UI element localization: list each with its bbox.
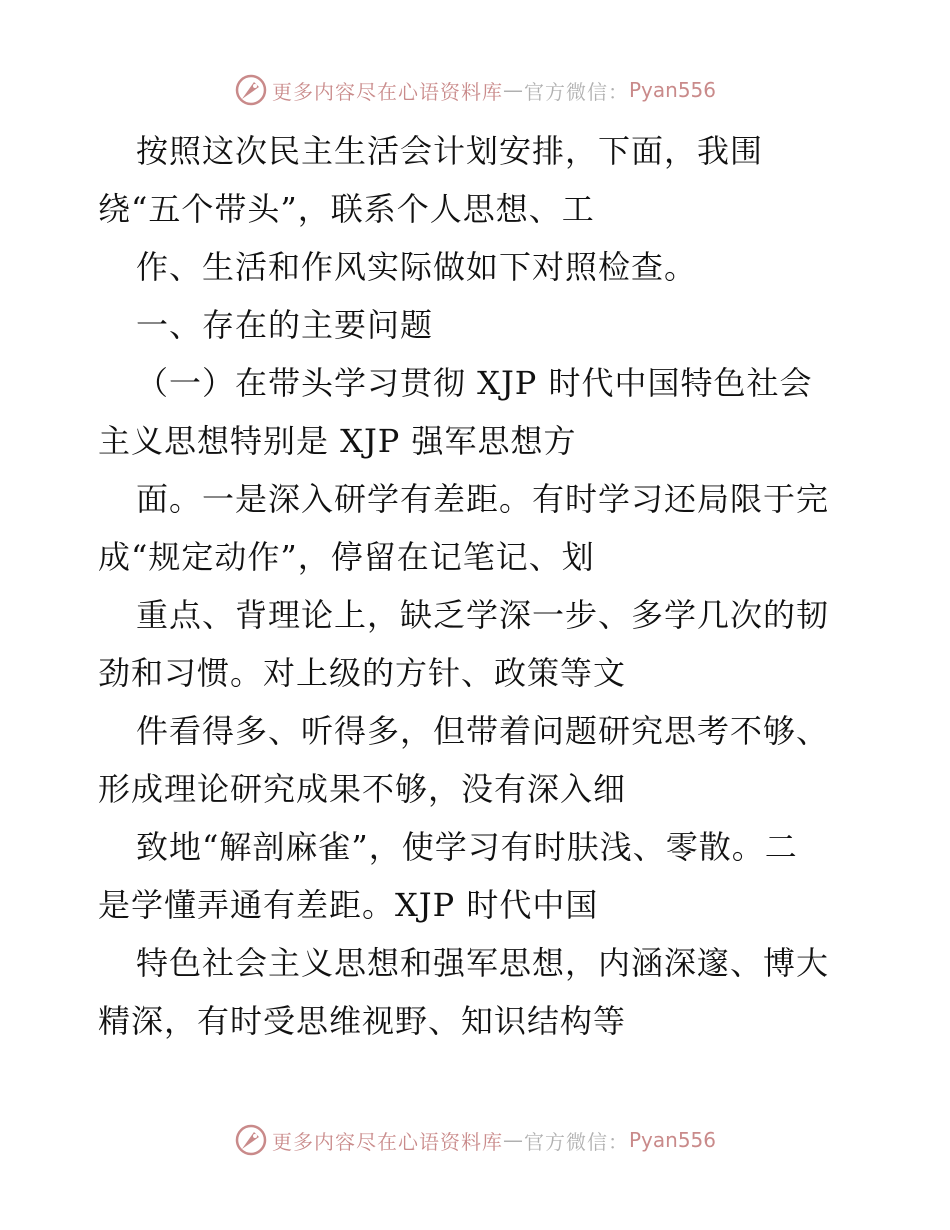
watermark-main-text: 更多内容尽在心语资料库 bbox=[271, 1129, 503, 1154]
body-line: 成“规定动作”，停留在记笔记、划 bbox=[98, 538, 595, 576]
body-line: 作、生活和作风实际做如下对照检查。 bbox=[136, 248, 698, 286]
section-heading: 一、存在的主要问题 bbox=[136, 306, 434, 344]
body-line: 绕“五个带头”，联系个人思想、工 bbox=[98, 190, 595, 228]
watermark-sub-text: 官方微信： bbox=[523, 79, 629, 104]
watermark-sub-text: 官方微信： bbox=[523, 1129, 629, 1154]
watermark-dash: — bbox=[502, 78, 524, 102]
body-line: 形成理论研究成果不够，没有深入细 bbox=[98, 770, 627, 808]
body-line: 件看得多、听得多，但带着问题研究思考不够、 bbox=[136, 712, 830, 750]
body-line: 是学懂弄通有差距。XJP 时代中国 bbox=[98, 886, 599, 924]
body-line: 主义思想特别是 XJP 强军思想方 bbox=[98, 422, 577, 460]
body-line: 按照这次民主生活会计划安排，下面，我围 bbox=[136, 132, 764, 170]
body-line: 重点、背理论上，缺乏学深一步、多学几次的韧 bbox=[136, 596, 830, 634]
watermark-main-text: 更多内容尽在心语资料库 bbox=[271, 79, 503, 104]
body-line: 劲和习惯。对上级的方针、政策等文 bbox=[98, 654, 627, 692]
document-body bbox=[98, 122, 858, 1050]
body-line: 面。一是深入研学有差距。有时学习还局限于完 bbox=[136, 480, 830, 518]
subsection-heading: （一）在带头学习贯彻 XJP 时代中国特色社会 bbox=[136, 364, 813, 402]
pen-nib-logo-icon bbox=[234, 73, 268, 107]
body-line: 精深，有时受思维视野、知识结构等 bbox=[98, 1002, 627, 1040]
pen-nib-logo-icon bbox=[234, 1123, 268, 1157]
watermark-id-text: Pyan556 bbox=[628, 1128, 716, 1152]
body-line: 致地“解剖麻雀”，使学习有时肤浅、零散。二 bbox=[136, 828, 798, 866]
watermark-dash: — bbox=[502, 1128, 524, 1152]
watermark-header bbox=[0, 70, 950, 110]
watermark-footer bbox=[0, 1120, 950, 1160]
watermark-id-text: Pyan556 bbox=[628, 78, 716, 102]
body-line: 特色社会主义思想和强军思想，内涵深邃、博大 bbox=[136, 944, 830, 982]
